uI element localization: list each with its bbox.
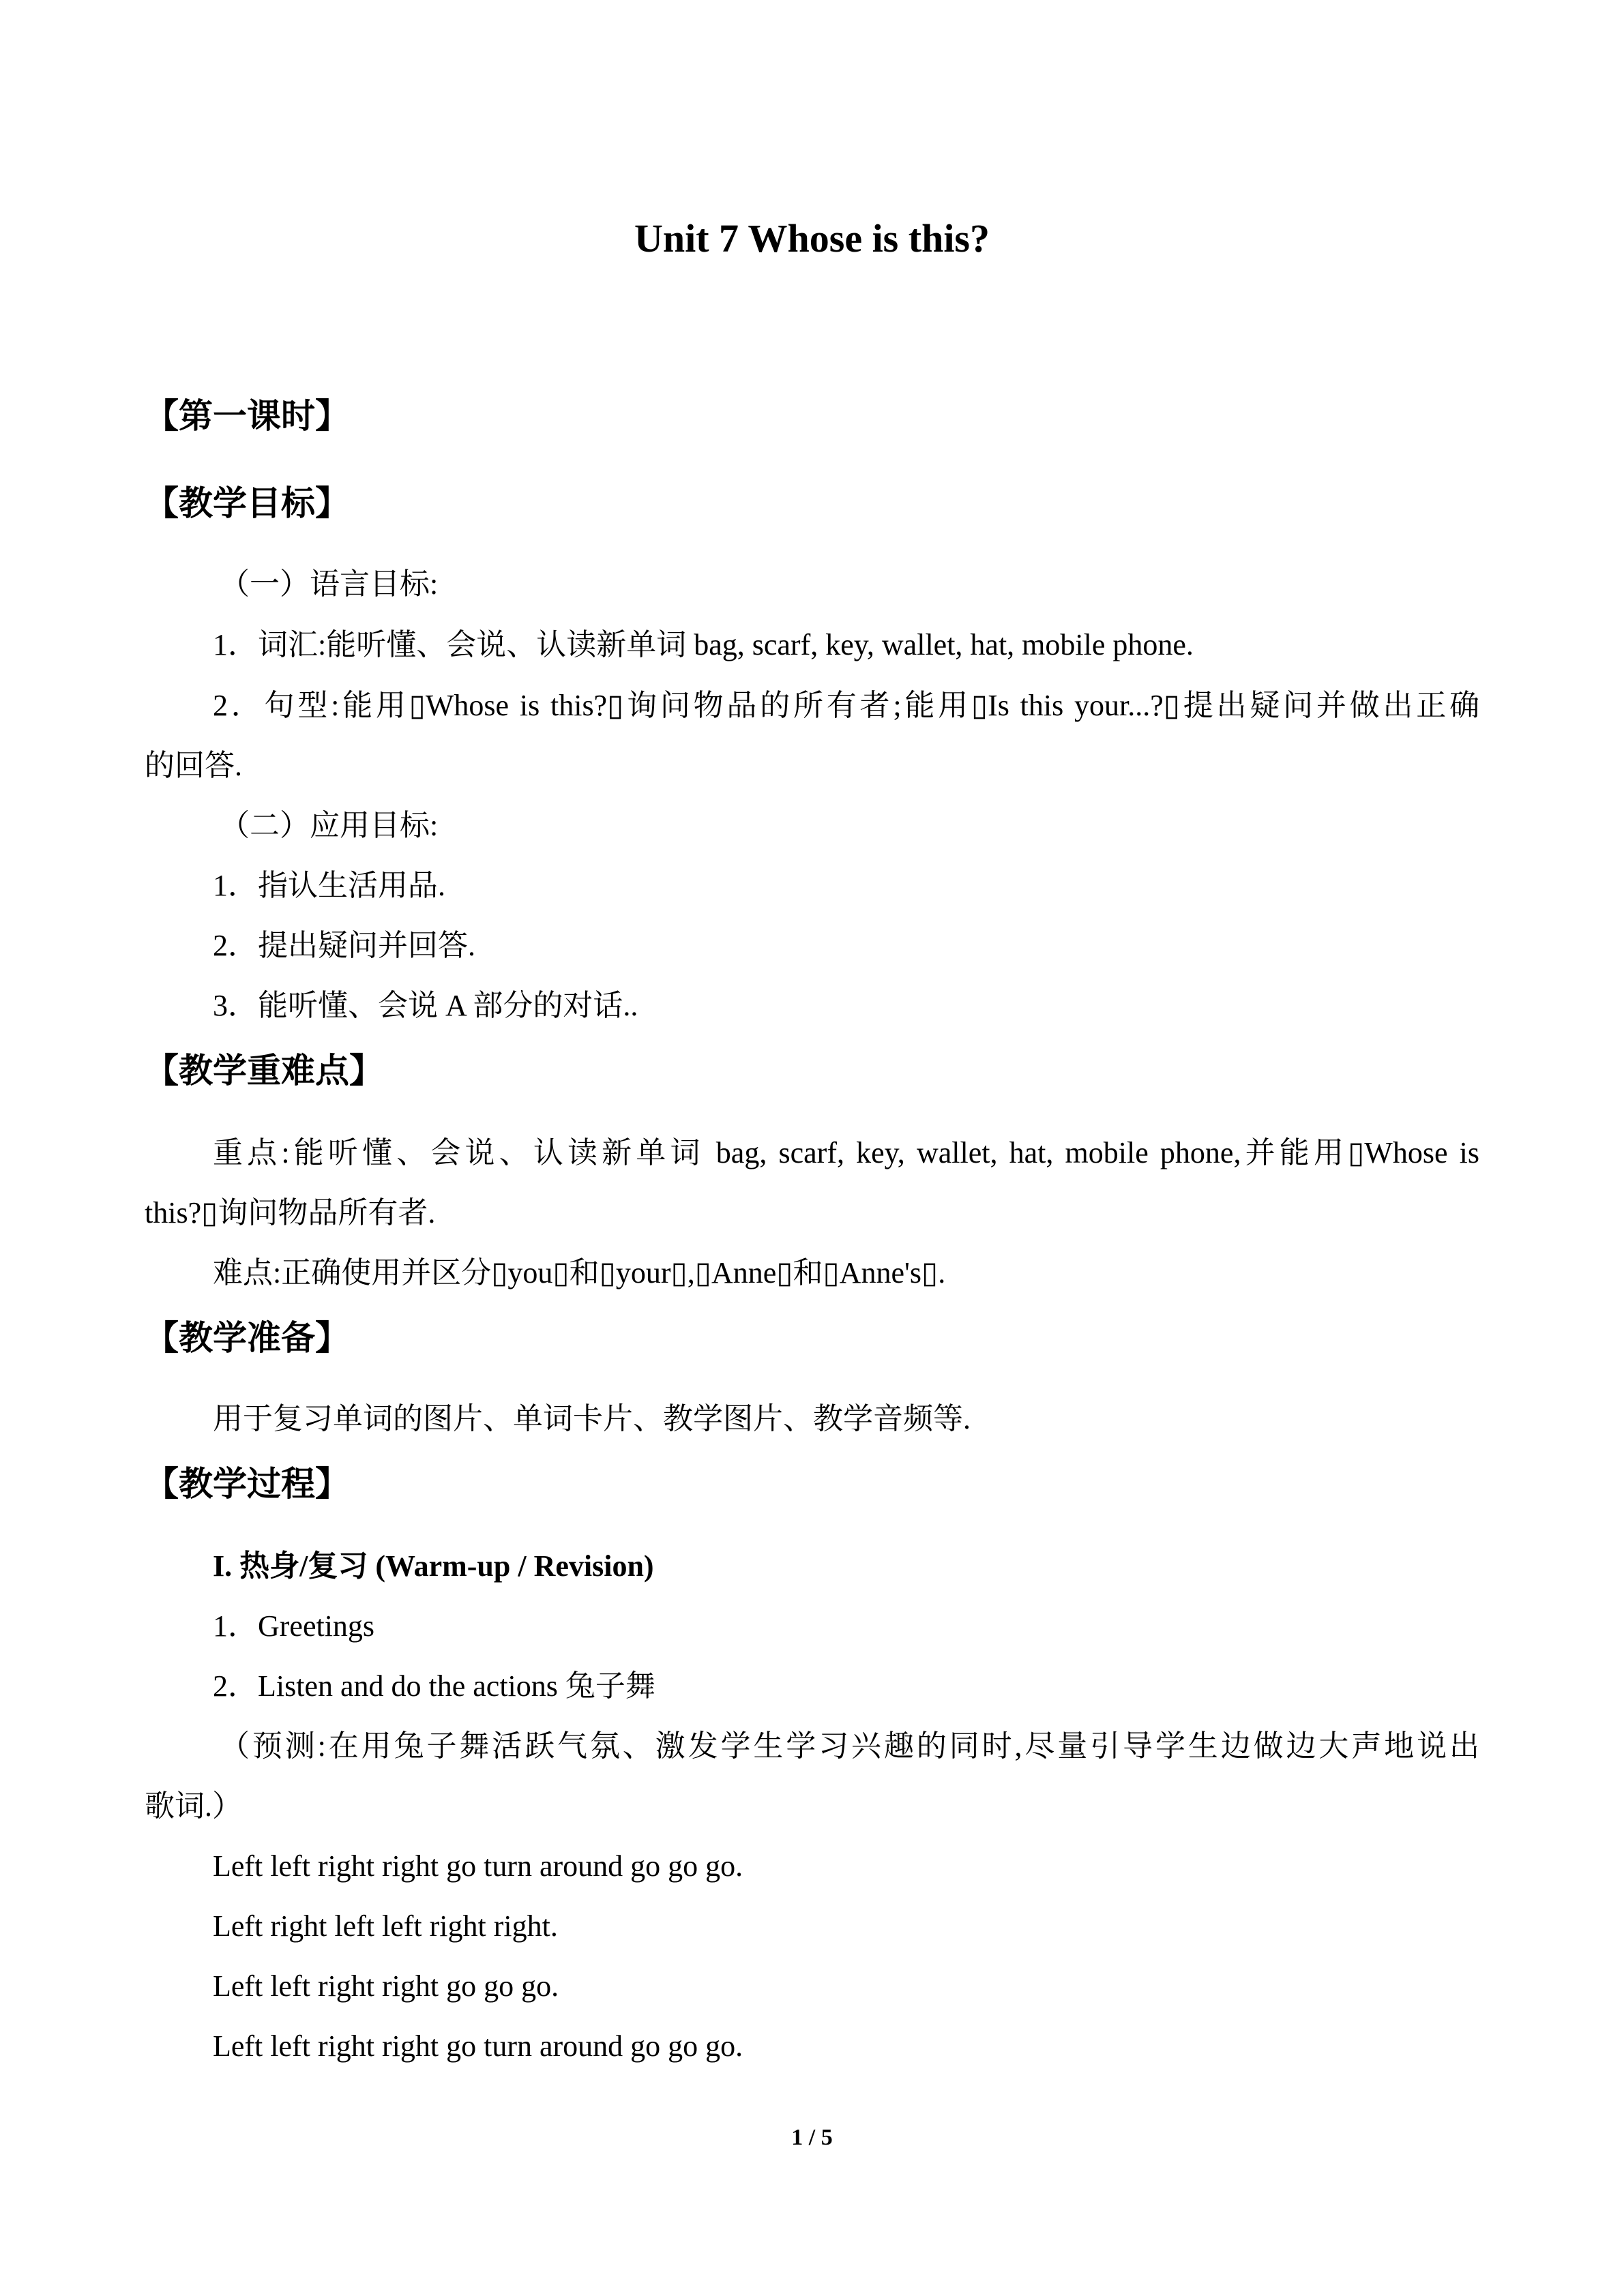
key-points-difficulty: 难点:正确使用并区分▯you▯和▯your▯,▯Anne▯和▯Anne's▯.	[213, 1256, 946, 1289]
key-points-focus-line-2: this?▯询问物品所有者.	[145, 1196, 436, 1229]
heading-lesson: 【第一课时】	[145, 396, 349, 436]
process-step-1: 1．Greetings	[213, 1609, 375, 1643]
lyrics-line: Left right left left right right.	[213, 1909, 558, 1943]
process-prediction-line-1: （预测:在用兔子舞活跃气氛、激发学生学习兴趣的同时,尽量引导学生边做边大声地说出	[220, 1729, 1479, 1763]
objectives-application-title: （二）应用目标:	[220, 809, 439, 842]
preparation-text: 用于复习单词的图片、单词卡片、教学图片、教学音频等.	[213, 1402, 971, 1435]
lyrics-line: Left left right right go go go.	[213, 1969, 559, 2003]
objectives-language-title: （一）语言目标:	[220, 567, 439, 601]
objectives-item-1: 1．词汇:能听懂、会说、认读新单词 bag, scarf, key, wallet, hat, mobile phone.	[213, 628, 1194, 661]
page-number: 1 / 5	[791, 2125, 833, 2150]
objectives-item-2-line-1: 2．句型:能用▯Whose is this?▯询问物品的所有者;能用▯Is this your...?▯提出疑问并做出正确	[213, 689, 1479, 722]
objectives-application-1: 1．指认生活用品.	[213, 869, 445, 902]
objectives-application-3: 3．能听懂、会说 A 部分的对话..	[213, 989, 638, 1022]
process-section-1-title: I. 热身/复习 (Warm-up / Revision)	[213, 1549, 654, 1583]
document-title: Unit 7 Whose is this?	[634, 216, 990, 260]
lyrics-line: Left left right right go turn around go go go.	[213, 1849, 743, 1883]
objectives-application-2: 2．提出疑问并回答.	[213, 929, 475, 962]
heading-key-points: 【教学重难点】	[145, 1051, 383, 1090]
heading-objectives: 【教学目标】	[145, 483, 349, 523]
process-step-2: 2．Listen and do the actions 兔子舞	[213, 1669, 655, 1703]
process-prediction-line-2: 歌词.）	[145, 1789, 242, 1823]
lyrics-line: Left left right right go turn around go go go.	[213, 2029, 743, 2063]
heading-process: 【教学过程】	[145, 1464, 349, 1504]
key-points-focus-line-1: 重点:能听懂、会说、认读新单词 bag, scarf, key, wallet, hat, mobile phone,并能用▯Whose is	[213, 1136, 1479, 1169]
objectives-item-2-line-2: 的回答.	[145, 749, 242, 782]
heading-preparation: 【教学准备】	[145, 1318, 349, 1358]
